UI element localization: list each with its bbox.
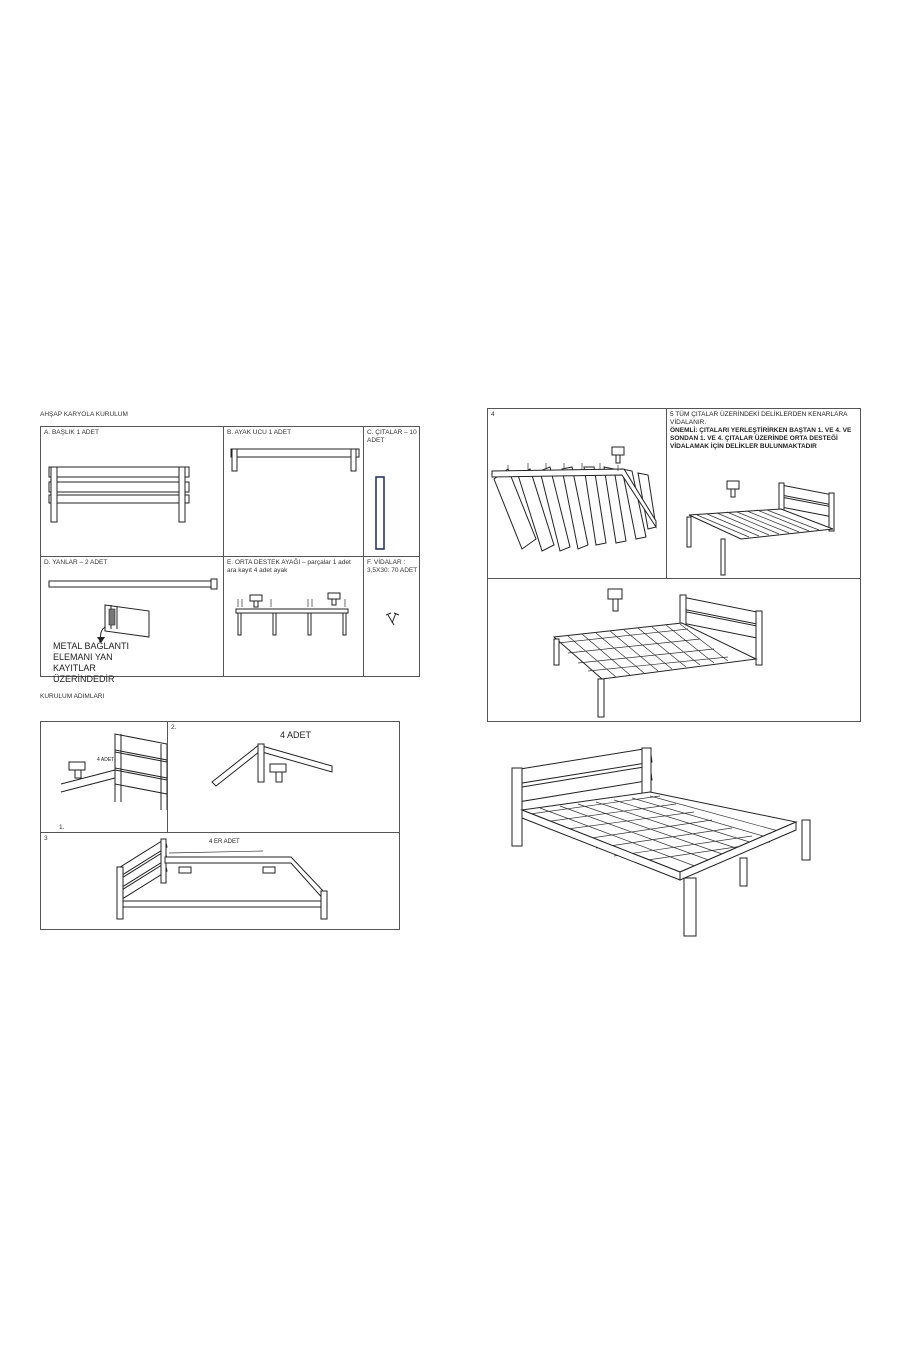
drill-icon xyxy=(179,867,191,873)
step-2-note: 4 ADET xyxy=(280,730,312,740)
steps-title: KURULUM ADIMLARI xyxy=(40,693,105,700)
step-5b-cell xyxy=(487,578,861,722)
part-b-cell xyxy=(223,426,364,557)
drill-icon xyxy=(328,593,340,605)
step-5-line-2: ÖNEMLİ: ÇITALARI YERLEŞTİRİRKEN BAŞTAN 1. VE 4. VE SONDAN 1. VE 4. ÇITALAR ÜZERİNDE ORTA DESTEĞİ VİDALAMAK İÇİN DELİKLER BULUNMAKTADIR xyxy=(670,427,852,450)
note-line: ÜZERİNDEDİR xyxy=(53,674,115,684)
drill-icon xyxy=(612,447,624,463)
step-3-illustration xyxy=(41,833,401,931)
screw-icon xyxy=(364,557,421,678)
step-2-number: 2. xyxy=(171,724,177,731)
step-4-illustration xyxy=(488,409,668,580)
part-c-label: C. ÇITALAR – 10 ADET xyxy=(367,429,417,444)
part-d-label: D. YANLAR – 2 ADET xyxy=(44,559,108,566)
drill-icon xyxy=(727,481,739,497)
part-d-cell xyxy=(40,556,224,684)
step-5-illustration xyxy=(667,409,862,580)
center-support-illustration xyxy=(224,557,365,678)
step-3-cell xyxy=(40,832,400,930)
drill-icon xyxy=(250,595,262,607)
step-5-cell xyxy=(666,408,861,579)
note-line: ELEMANI YAN xyxy=(53,652,113,662)
step-4-number: 4 xyxy=(491,411,495,418)
note-line: KAYITLAR xyxy=(53,663,96,673)
drill-icon xyxy=(263,867,275,873)
drill-icon xyxy=(270,764,286,782)
step-4-cell xyxy=(487,408,667,579)
part-c-cell xyxy=(363,426,420,557)
step-5-line-1: 5 TÜM ÇITALAR ÜZERİNDEKİ DELİKLERDEN KENARLARA VİDALANIR. xyxy=(670,411,848,426)
step-1-note: 4 ADET xyxy=(97,757,115,763)
step-1-illustration xyxy=(41,722,169,834)
metal-connector-note xyxy=(53,641,129,685)
part-a-label: A. BAŞLIK 1 ADET xyxy=(44,429,99,436)
footboard-illustration xyxy=(224,427,365,558)
part-e-cell xyxy=(223,556,364,677)
bed-illustration xyxy=(500,748,860,948)
step-3-note: 4 ER ADET xyxy=(209,839,240,845)
part-f-label: F. VİDALAR : 3,5X30: 70 ADET xyxy=(367,559,418,574)
page-title: AHŞAP KARYOLA KURULUM xyxy=(40,411,128,418)
step-1-number: 1. xyxy=(59,824,65,831)
part-a-cell xyxy=(40,426,224,557)
step-3-number: 3 xyxy=(44,835,48,842)
part-b-label: B. AYAK UCU 1 ADET xyxy=(227,429,292,436)
drill-icon xyxy=(69,762,85,778)
note-line: METAL BAĞLANTI xyxy=(53,641,130,651)
step-5b-illustration xyxy=(488,579,862,723)
step-2-cell xyxy=(167,721,400,833)
part-f-cell xyxy=(363,556,420,677)
headboard-illustration xyxy=(41,427,225,558)
slat-illustration xyxy=(364,427,421,558)
part-e-label: E. ORTA DESTEK AYAĞI – parçalar 1 adet ara kayıt 4 adet ayak xyxy=(227,559,351,574)
step-1-cell xyxy=(40,721,168,833)
drill-icon xyxy=(608,589,622,611)
